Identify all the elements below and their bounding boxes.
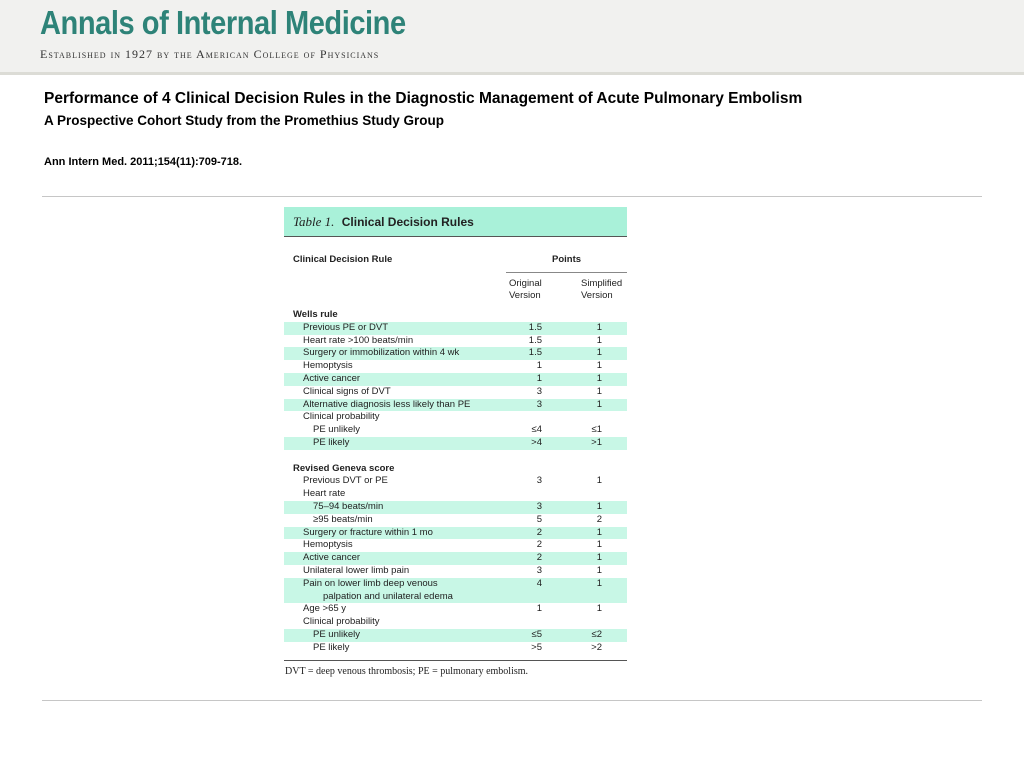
bottom-divider bbox=[42, 700, 982, 701]
simplified-version-points: >1 bbox=[591, 436, 602, 448]
simplified-version-points: 1 bbox=[596, 475, 602, 487]
article-citation: Ann Intern Med. 2011;154(11):709-718. bbox=[44, 156, 243, 168]
row-label bbox=[293, 309, 338, 322]
table-section-row bbox=[284, 309, 627, 322]
table-row bbox=[284, 565, 627, 578]
top-divider bbox=[42, 196, 982, 197]
table-row bbox=[284, 642, 627, 655]
table-row bbox=[284, 603, 627, 616]
column-header-original-line1: Original bbox=[509, 278, 542, 289]
column-header-points: Points bbox=[551, 254, 582, 265]
row-label-text: Previous DVT or PE bbox=[303, 475, 388, 487]
row-label-text: Heart rate bbox=[303, 488, 346, 500]
table-footnote: DVT = deep venous thrombosis; PE = pulmonary embolism. bbox=[285, 665, 529, 677]
row-label bbox=[293, 322, 388, 335]
column-header-original-line2: Version bbox=[509, 290, 541, 301]
row-label bbox=[293, 411, 380, 424]
original-version-points: 1.5 bbox=[528, 334, 542, 346]
column-header-rule: Clinical Decision Rule bbox=[293, 254, 393, 265]
simplified-version-points: ≤2 bbox=[591, 628, 602, 640]
original-version-points: 2 bbox=[536, 552, 542, 564]
simplified-version-points: 1 bbox=[596, 334, 602, 346]
original-version-points: 3 bbox=[536, 500, 542, 512]
row-label bbox=[293, 347, 459, 360]
original-version-points: 1 bbox=[536, 360, 542, 372]
simplified-version-points: 1 bbox=[596, 321, 602, 333]
article-subtitle: A Prospective Cohort Study from the Promethius Study Group bbox=[44, 113, 445, 128]
row-label bbox=[293, 565, 409, 578]
row-label-text: Pain on lower limb deep venous bbox=[303, 577, 438, 589]
row-label-text: 75–94 beats/min bbox=[313, 500, 384, 512]
row-label bbox=[293, 616, 380, 629]
row-label-text: PE likely bbox=[313, 436, 350, 448]
original-version-points: 3 bbox=[536, 475, 542, 487]
row-label-text: Heart rate >100 beats/min bbox=[303, 334, 414, 346]
article-title: Performance of 4 Clinical Decision Rules in the Diagnostic Management of Acute Pulmonary Embolism bbox=[44, 90, 803, 107]
simplified-version-points: ≤1 bbox=[591, 424, 602, 436]
row-label bbox=[293, 475, 388, 488]
row-label-text: Revised Geneva score bbox=[293, 462, 395, 474]
simplified-version-points: 1 bbox=[596, 564, 602, 576]
column-header-original bbox=[509, 278, 571, 302]
row-label bbox=[293, 642, 349, 655]
original-version-points: 1.5 bbox=[528, 347, 542, 359]
row-label-text: Age >65 y bbox=[303, 603, 347, 615]
row-label-text: Unilateral lower limb pain bbox=[303, 564, 410, 576]
table-row bbox=[284, 514, 627, 527]
row-label-text: Clinical probability bbox=[303, 616, 380, 628]
table-row bbox=[284, 411, 627, 424]
row-label bbox=[293, 501, 383, 514]
original-version-points: 2 bbox=[536, 539, 542, 551]
table-row bbox=[284, 501, 627, 514]
table-row bbox=[284, 373, 627, 386]
table-header bbox=[284, 237, 627, 309]
row-label-continuation: palpation and unilateral edema bbox=[323, 590, 453, 602]
clinical-decision-rules-table bbox=[284, 207, 627, 677]
table-caption-title: Clinical Decision Rules bbox=[341, 215, 474, 229]
journal-tagline: Established in 1927 by the American College of Physicians bbox=[40, 47, 380, 61]
row-label-text: ≥95 beats/min bbox=[313, 513, 373, 525]
row-label-text: Alternative diagnosis less likely than PE bbox=[303, 398, 471, 410]
original-version-points: 1 bbox=[536, 603, 542, 615]
table-row bbox=[284, 629, 627, 642]
table-row bbox=[284, 335, 627, 348]
table-row bbox=[284, 360, 627, 373]
simplified-version-points: 1 bbox=[596, 552, 602, 564]
row-label-text: Hemoptysis bbox=[303, 360, 353, 372]
row-label bbox=[293, 514, 373, 527]
row-label-text: Active cancer bbox=[303, 372, 361, 384]
table-row bbox=[284, 347, 627, 360]
row-label bbox=[293, 399, 470, 412]
table-row bbox=[284, 539, 627, 552]
row-label bbox=[293, 603, 346, 616]
row-label bbox=[293, 373, 360, 386]
table-body bbox=[284, 309, 627, 655]
table-row bbox=[284, 475, 627, 488]
row-label bbox=[293, 386, 391, 399]
row-label bbox=[293, 488, 345, 501]
original-version-points: ≤5 bbox=[531, 628, 542, 640]
table-spacer-row bbox=[284, 450, 627, 463]
row-label-text: Previous PE or DVT bbox=[303, 321, 388, 333]
original-version-points: >5 bbox=[531, 641, 542, 653]
row-label-text: Surgery or fracture within 1 mo bbox=[303, 526, 433, 538]
row-label bbox=[293, 463, 394, 476]
row-label bbox=[293, 552, 360, 565]
points-header-underline bbox=[506, 272, 627, 273]
row-label bbox=[293, 578, 453, 604]
simplified-version-points: 1 bbox=[596, 526, 602, 538]
table-row bbox=[284, 578, 627, 604]
row-label bbox=[293, 437, 349, 450]
simplified-version-points: 1 bbox=[596, 398, 602, 410]
row-label bbox=[293, 539, 353, 552]
table-caption bbox=[284, 207, 627, 237]
simplified-version-points: 1 bbox=[596, 372, 602, 384]
row-label-text: Surgery or immobilization within 4 wk bbox=[303, 347, 460, 359]
table-row bbox=[284, 437, 627, 450]
table-row bbox=[284, 399, 627, 412]
table-row bbox=[284, 616, 627, 629]
simplified-version-points: 2 bbox=[596, 513, 602, 525]
row-label-text: PE likely bbox=[313, 641, 350, 653]
original-version-points: 1.5 bbox=[528, 321, 542, 333]
table-bottom-rule bbox=[284, 660, 627, 661]
simplified-version-points: 1 bbox=[596, 603, 602, 615]
simplified-version-points: 1 bbox=[596, 360, 602, 372]
journal-header bbox=[0, 0, 1024, 75]
original-version-points: 1 bbox=[536, 372, 542, 384]
table-row bbox=[284, 527, 627, 540]
simplified-version-points: 1 bbox=[596, 539, 602, 551]
row-label bbox=[293, 629, 360, 642]
row-label-text: Wells rule bbox=[293, 309, 338, 320]
simplified-version-points: >2 bbox=[591, 641, 602, 653]
row-label-text: Active cancer bbox=[303, 552, 361, 564]
journal-name: Annals of Internal Medicine bbox=[40, 4, 406, 41]
row-label bbox=[293, 424, 360, 437]
original-version-points: 4 bbox=[536, 577, 542, 589]
table-row bbox=[284, 488, 627, 501]
simplified-version-points: 1 bbox=[596, 500, 602, 512]
original-version-points: 2 bbox=[536, 526, 542, 538]
row-label-text: Clinical probability bbox=[303, 411, 380, 423]
table-caption-number: Table 1. bbox=[293, 214, 335, 229]
row-label-text: PE unlikely bbox=[313, 628, 360, 640]
original-version-points: 3 bbox=[536, 398, 542, 410]
column-header-simplified-line2: Version bbox=[581, 290, 613, 301]
row-label bbox=[293, 527, 433, 540]
table-row bbox=[284, 552, 627, 565]
original-version-points: ≤4 bbox=[531, 424, 542, 436]
table-row bbox=[284, 424, 627, 437]
table-row bbox=[284, 386, 627, 399]
table-section-row bbox=[284, 463, 627, 476]
simplified-version-points: 1 bbox=[596, 347, 602, 359]
original-version-points: 3 bbox=[536, 385, 542, 397]
column-header-simplified bbox=[581, 278, 629, 302]
row-label-text: Clinical signs of DVT bbox=[303, 385, 391, 397]
table-row bbox=[284, 322, 627, 335]
original-version-points: 3 bbox=[536, 564, 542, 576]
row-label bbox=[293, 360, 353, 373]
row-label bbox=[293, 335, 413, 348]
simplified-version-points: 1 bbox=[596, 385, 602, 397]
original-version-points: 5 bbox=[536, 513, 542, 525]
original-version-points: >4 bbox=[531, 436, 542, 448]
column-header-simplified-line1: Simplified bbox=[581, 278, 623, 289]
row-label-text: Hemoptysis bbox=[303, 539, 353, 551]
simplified-version-points: 1 bbox=[596, 577, 602, 589]
row-label-text: PE unlikely bbox=[313, 424, 360, 436]
